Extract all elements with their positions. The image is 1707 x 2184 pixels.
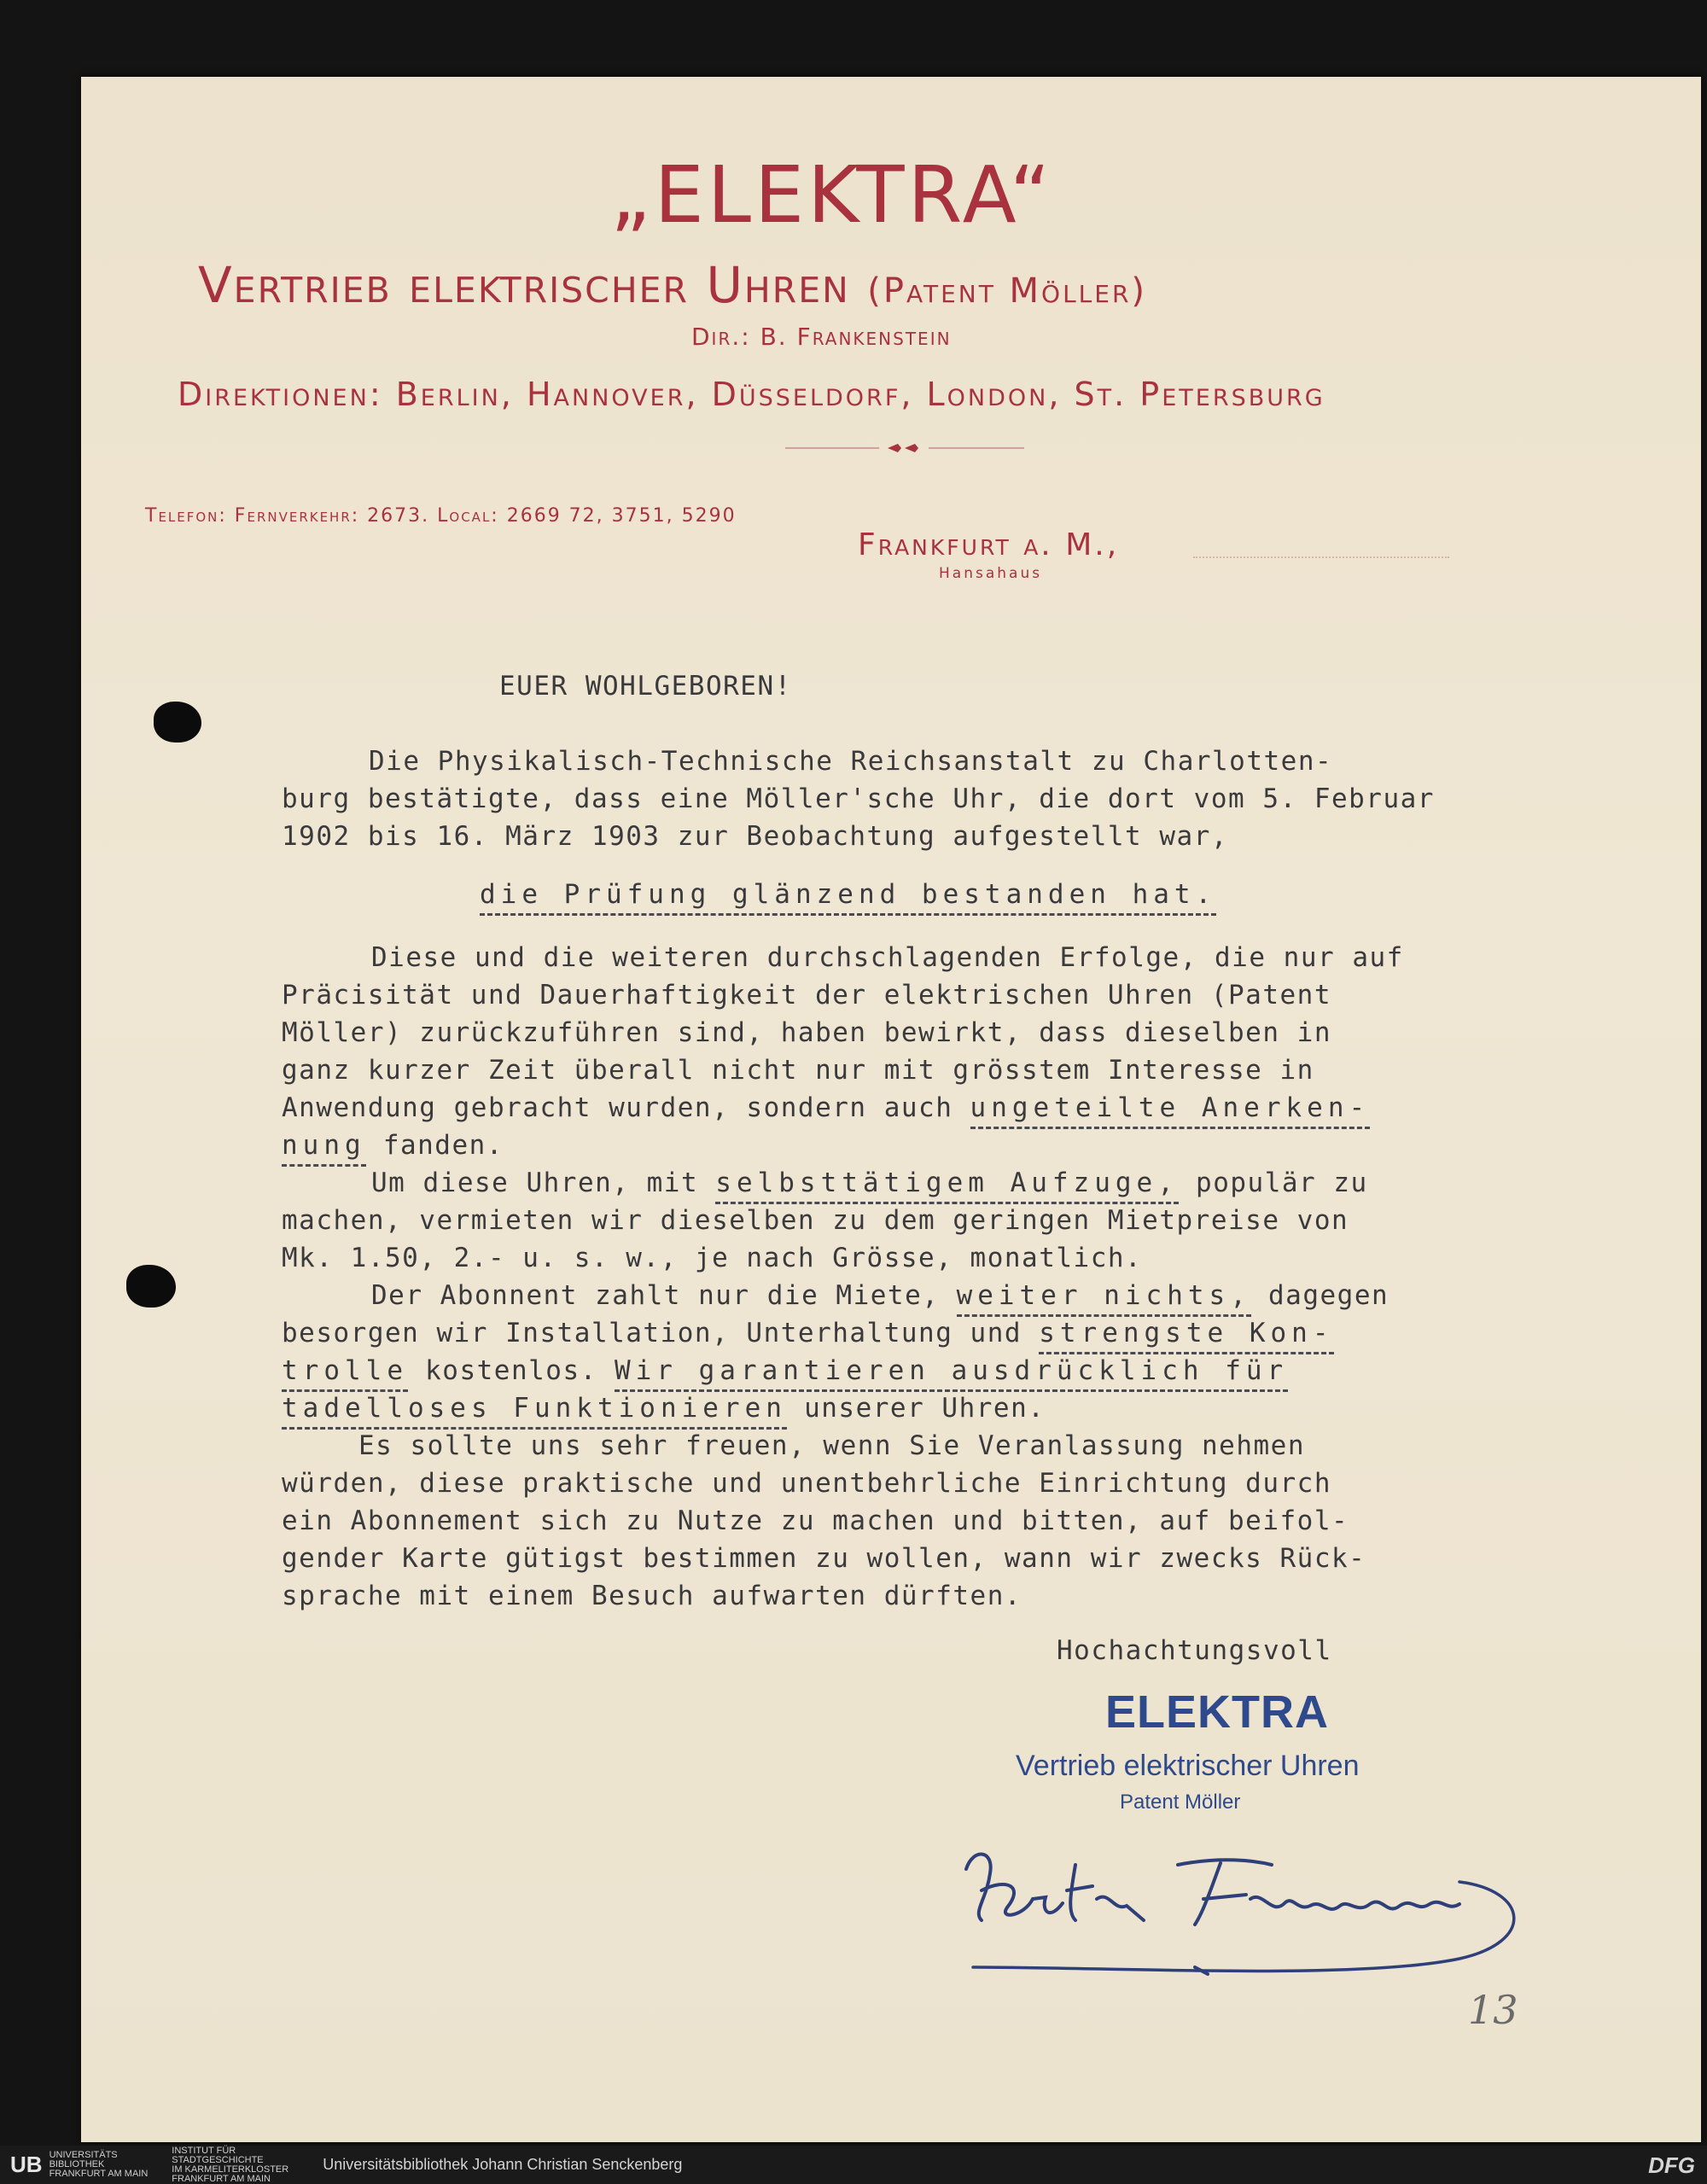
punch-hole — [126, 1265, 176, 1307]
emphasis-text: weiter nichts, — [957, 1280, 1251, 1317]
text-run: kostenlos. — [407, 1355, 615, 1386]
handwritten-signature — [947, 1839, 1545, 2001]
body-line: Diese und die weiteren durchschlagenden Erfolge, die nur auf — [371, 942, 1404, 973]
ub-logo: UB — [10, 2152, 43, 2177]
page-number: 13 — [1468, 1987, 1518, 2033]
punch-hole — [154, 702, 201, 743]
text-run: dagegen — [1250, 1280, 1389, 1311]
subtitle-patent: (Patent Möller) — [867, 271, 1148, 311]
body-line — [282, 1092, 1370, 1123]
body-line — [371, 1168, 1368, 1198]
text-run: fanden. — [365, 1130, 504, 1161]
body-line: Es sollte uns sehr freuen, wenn Sie Veranlassung nehmen — [358, 1430, 1305, 1461]
emphasis-text: strengste Kon- — [1039, 1318, 1333, 1354]
date-line — [1193, 556, 1449, 558]
subtitle-main: Vertrieb elektrischer Uhren — [198, 256, 850, 314]
emphasis-line — [480, 879, 1216, 910]
emphasis-text: nung — [282, 1130, 366, 1167]
emphasis-text: die Prüfung glänzend bestanden hat. — [480, 879, 1216, 916]
letterhead-director: Dir.: B. Frankenstein — [691, 323, 952, 351]
library-name: Universitätsbibliothek Johann Christian Senckenberg — [323, 2156, 683, 2173]
emphasis-text: tadelloses Funktionieren — [282, 1393, 787, 1430]
emphasis-text: selbsttätigem Aufzuge, — [715, 1168, 1179, 1204]
letterhead-telefon: Telefon: Fernverkehr: 2673. Local: 2669 72, 3751, 5290 — [145, 505, 737, 527]
body-line: machen, vermieten wir dieselben zu dem geringen Mietpreise von — [282, 1205, 1349, 1236]
stamp-description: Vertrieb elektrischer Uhren — [1016, 1750, 1360, 1782]
body-line: Mk. 1.50, 2.- u. s. w., je nach Grösse, monatlich. — [282, 1243, 1143, 1273]
body-line — [282, 1130, 504, 1161]
ornament-divider — [785, 440, 1024, 457]
emphasis-text: Wir garantieren ausdrücklich für — [615, 1355, 1288, 1392]
ub-label-line: BIBLIOTHEK — [49, 2159, 105, 2169]
emphasis-text: ungeteilte Anerken- — [970, 1092, 1371, 1129]
text-run: unserer Uhren. — [786, 1393, 1046, 1424]
ifs-label-line: IM KARMELITERKLOSTER — [172, 2164, 289, 2175]
dfg-logo: DFG — [1648, 2152, 1695, 2178]
closing: Hochachtungsvoll — [1057, 1635, 1332, 1666]
body-line: Möller) zurückzuführen sind, haben bewirkt, dass dieselben in — [282, 1017, 1331, 1048]
salutation: EUER WOHLGEBOREN! — [499, 671, 792, 702]
body-line: Die Physikalisch-Technische Reichsanstalt zu Charlotten- — [369, 746, 1333, 777]
body-line: ein Abonnement sich zu Nutze zu machen und bitten, auf beifol- — [282, 1506, 1349, 1536]
text-run: Um diese Uhren, mit — [371, 1168, 716, 1198]
stamp-patent: Patent Möller — [1120, 1791, 1241, 1814]
ub-label — [50, 2151, 149, 2179]
body-line: gender Karte gütigst bestimmen zu wollen, wann wir zwecks Rück- — [282, 1543, 1366, 1574]
digitization-footer — [0, 2146, 1707, 2184]
emphasis-text: trolle — [282, 1355, 408, 1392]
ub-label-line: UNIVERSITÄTS — [49, 2150, 118, 2160]
text-run: populär zu — [1178, 1168, 1368, 1198]
stamp-name: ELEKTRA — [1105, 1686, 1329, 1738]
ifs-label — [172, 2146, 288, 2184]
body-line: Präcisität und Dauerhaftigkeit der elektrischen Uhren (Patent — [282, 980, 1331, 1010]
body-line — [371, 1280, 1389, 1311]
letterhead-city: Frankfurt a. M., — [858, 527, 1120, 562]
text-run: Der Abonnent zahlt nur die Miete, — [371, 1280, 957, 1311]
body-line: ganz kurzer Zeit überall nicht nur mit grösstem Interesse in — [282, 1055, 1314, 1086]
text-run: besorgen wir Installation, Unterhaltung und — [282, 1318, 1040, 1348]
body-line: würden, diese praktische und unentbehrliche Einrichtung durch — [282, 1468, 1331, 1499]
body-line — [282, 1393, 1045, 1424]
text-run: Anwendung gebracht wurden, sondern auch — [282, 1092, 970, 1123]
body-line — [282, 1318, 1334, 1348]
ifs-label-line: STADTGESCHICHTE — [172, 2154, 264, 2165]
body-line: 1902 bis 16. März 1903 zur Beobachtung aufgestellt war, — [282, 821, 1228, 852]
body-line: burg bestätigte, dass eine Möller'sche Uhr, die dort vom 5. Februar — [282, 783, 1435, 814]
letterhead-subtitle — [198, 256, 1147, 314]
letterhead-brand: „ELEKTRA“ — [610, 149, 1054, 241]
ifs-label-line: INSTITUT FÜR — [172, 2145, 236, 2156]
letterhead-house: Hansahaus — [939, 565, 1043, 582]
body-line — [282, 1355, 1288, 1386]
ifs-label-line: FRANKFURT AM MAIN — [172, 2173, 271, 2184]
letterhead-branches: Direktionen: Berlin, Hannover, Düsseldorf, London, St. Petersburg — [178, 376, 1325, 413]
ub-label-line: FRANKFURT AM MAIN — [49, 2169, 149, 2179]
body-line: sprache mit einem Besuch aufwarten dürften. — [282, 1581, 1022, 1611]
